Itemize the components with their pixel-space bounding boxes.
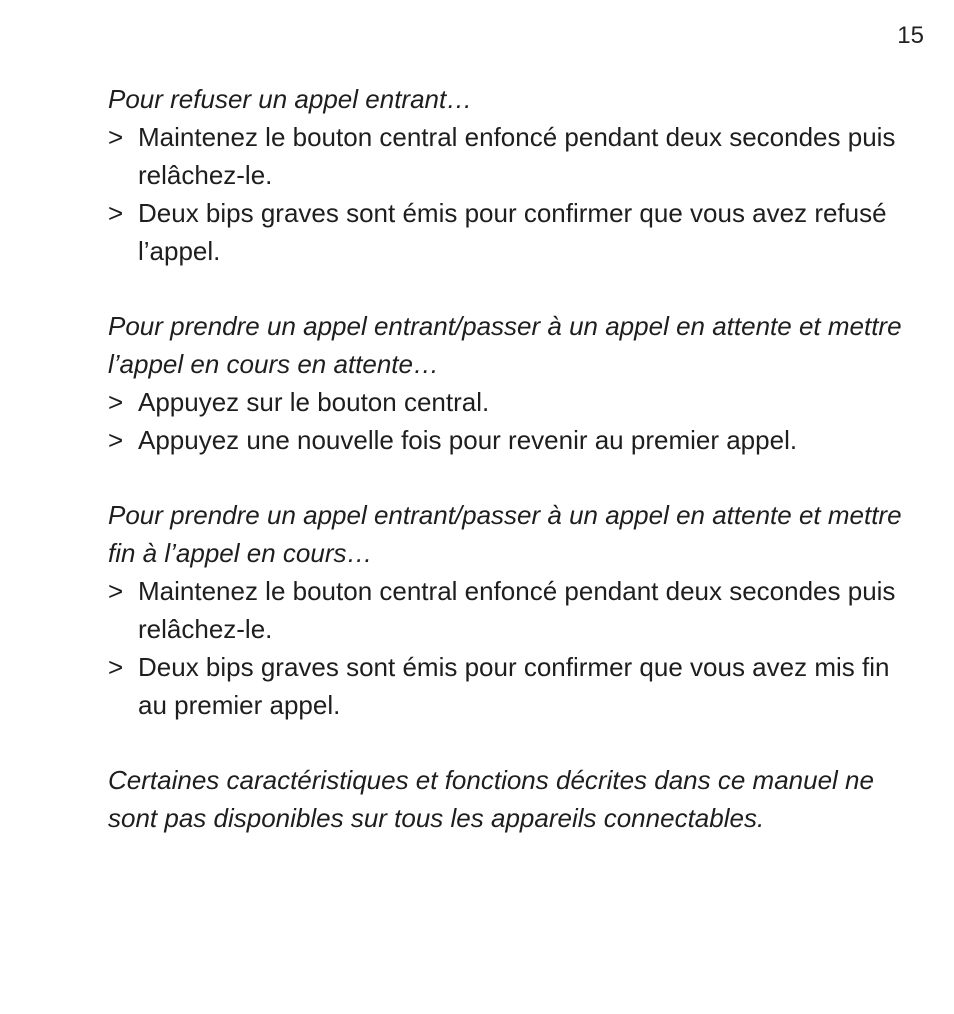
step-text: Deux bips graves sont émis pour confirmer que vous avez refusé l’appel. — [138, 198, 887, 266]
step-marker: > — [108, 387, 124, 417]
section-heading: Pour refuser un appel entrant… — [108, 84, 473, 114]
section-answer-hold-call — [108, 307, 908, 459]
step-text: Maintenez le bouton central enfoncé pendant deux secondes puis relâchez-le. — [138, 122, 896, 190]
step-item — [108, 648, 908, 724]
section-heading: Pour prendre un appel entrant/passer à un appel en attente et mettre fin à l’appel en cours… — [108, 500, 902, 568]
step-list — [108, 118, 908, 270]
step-text: Appuyez sur le bouton central. — [138, 387, 490, 417]
page-content — [108, 80, 908, 837]
step-item — [108, 421, 908, 459]
step-item — [108, 572, 908, 648]
step-text: Deux bips graves sont émis pour confirmer que vous avez mis fin au premier appel. — [138, 652, 890, 720]
step-marker: > — [108, 576, 124, 606]
step-item — [108, 383, 908, 421]
page-number: 15 — [897, 22, 924, 49]
section-heading: Pour prendre un appel entrant/passer à un appel en attente et mettre l’appel en cours en attente… — [108, 311, 902, 379]
step-marker: > — [108, 198, 124, 228]
step-list — [108, 383, 908, 459]
step-list — [108, 572, 908, 724]
step-marker: > — [108, 425, 124, 455]
step-item — [108, 194, 908, 270]
step-item — [108, 118, 908, 194]
section-refuse-call — [108, 80, 908, 270]
step-marker: > — [108, 652, 124, 682]
step-marker: > — [108, 122, 124, 152]
section-answer-end-call — [108, 496, 908, 724]
step-text: Maintenez le bouton central enfoncé pendant deux secondes puis relâchez-le. — [138, 576, 896, 644]
step-text: Appuyez une nouvelle fois pour revenir au premier appel. — [138, 425, 798, 455]
availability-note: Certaines caractéristiques et fonctions décrites dans ce manuel ne sont pas disponibles sur tous les appareils connectables. — [108, 765, 874, 833]
